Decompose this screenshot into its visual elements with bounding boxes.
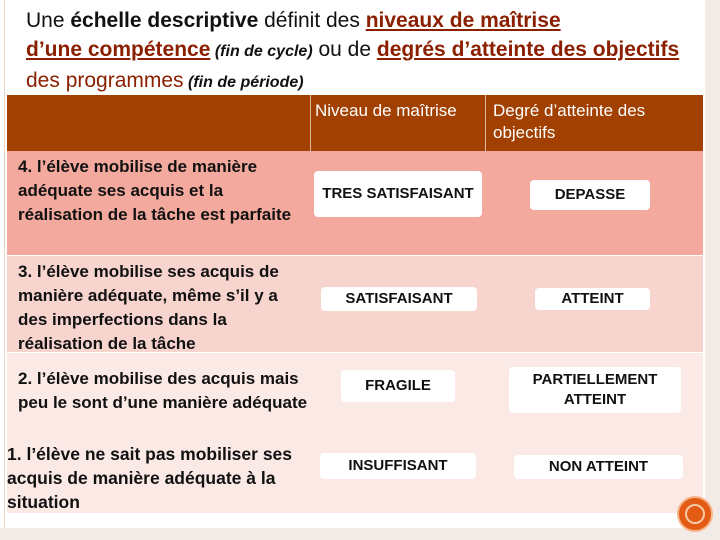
degree-badge: DEPASSE [530, 180, 650, 210]
frame-bottom-border [0, 528, 720, 540]
level-badge: INSUFFISANT [320, 453, 476, 479]
level-badge: FRAGILE [341, 370, 455, 402]
level-badge: TRES SATISFAISANT [314, 171, 482, 217]
row-description: 2. l’élève mobilise des acquis mais peu le sont d’une manière adéquate [18, 369, 308, 412]
circle-badge-icon [677, 496, 713, 532]
level-badge: SATISFAISANT [321, 287, 477, 311]
header-separator [485, 95, 486, 151]
degree-badge: ATTEINT [535, 288, 650, 310]
row-description: 4. l’élève mobilise de manière adéquate ses acquis et la réalisation de la tâche est parfaite [18, 157, 292, 224]
slide-heading: Une échelle descriptive définit des niveaux de maîtrise d’une compétence (fin de cycle) ou de degrés d’atteinte des objectifs des programmes (fin de période) [26, 9, 680, 92]
frame-right-border [705, 0, 720, 540]
degree-badge: NON ATTEINT [514, 455, 683, 479]
row-description: 3. l’élève mobilise ses acquis de manière adéquate, même s’il y a des imperfections dans la réalisation de la tâche [18, 262, 279, 353]
row-description: 1. l’élève ne sait pas mobiliser ses acquis de manière adéquate à la situation [7, 444, 293, 512]
scale-table [7, 95, 703, 513]
header-separator [310, 95, 311, 151]
degree-badge: PARTIELLEMENT ATTEINT [509, 367, 681, 413]
col-header-level: Niveau de maîtrise [315, 101, 457, 120]
col-header-degree: Degré d’atteinte des objectifs [493, 101, 646, 142]
row-divider [7, 255, 703, 256]
frame-left-line [4, 0, 5, 528]
